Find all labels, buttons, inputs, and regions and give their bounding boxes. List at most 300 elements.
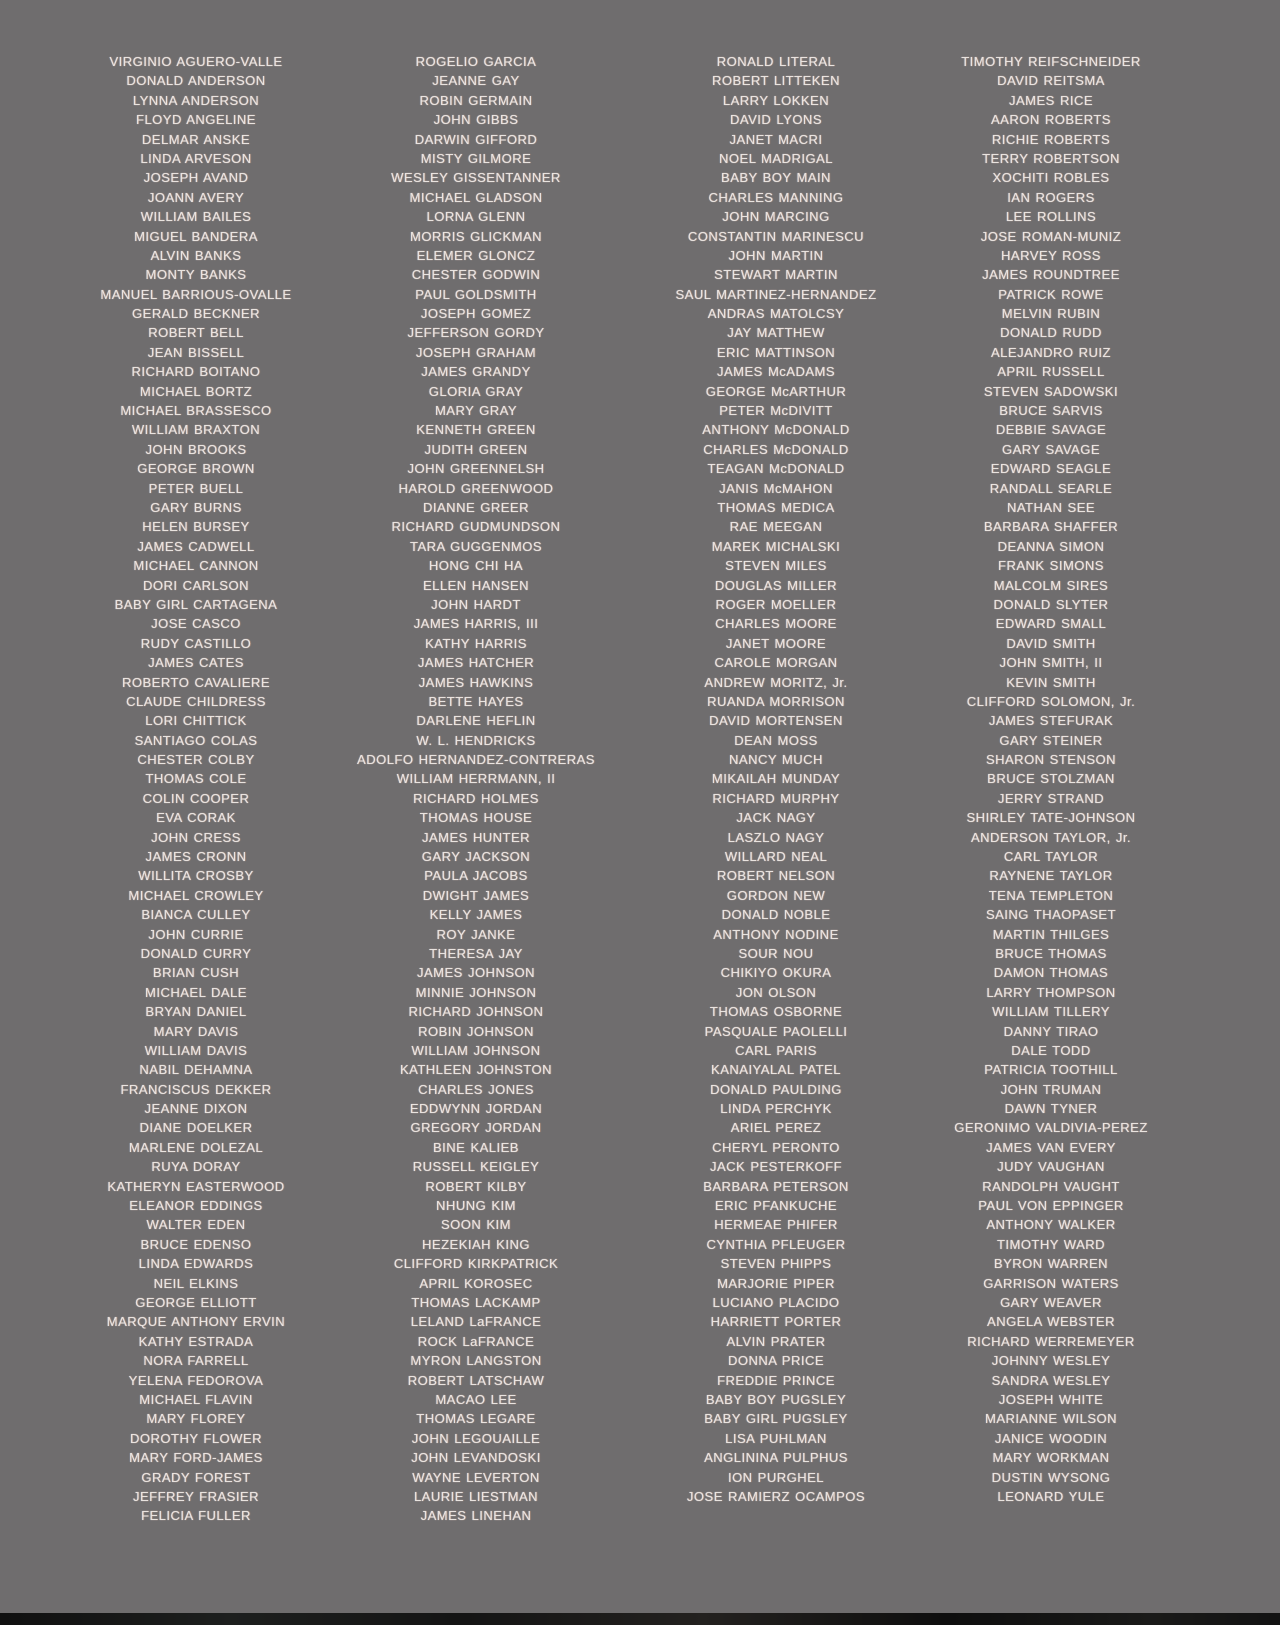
memorial-name: CHARLES McDONALD (703, 441, 849, 457)
memorial-name: MARQUE ANTHONY ERVIN (106, 1314, 286, 1330)
memorial-name: DELMAR ANSKE (141, 131, 251, 147)
memorial-name: DONALD SLYTER (993, 596, 1109, 612)
memorial-name: LUCIANO PLACIDO (712, 1295, 840, 1310)
memorial-name: BIANCA CULLEY (141, 907, 251, 923)
memorial-name: ANDRAS MATOLCSY (707, 306, 845, 322)
memorial-name: ROBERT KILBY (425, 1178, 527, 1194)
memorial-name: HEZEKIAH KING (422, 1236, 530, 1252)
memorial-name: ROY JANKE (436, 926, 516, 942)
memorial-name: MANUEL BARRIOUS-OVALLE (100, 286, 292, 302)
memorial-name: GEORGE McARTHUR (705, 383, 847, 399)
memorial-name: JAMES VAN EVERY (986, 1139, 1116, 1155)
memorial-name: XOCHITI ROBLES (992, 170, 1110, 186)
memorial-name: BRUCE EDENSO (140, 1236, 252, 1252)
memorial-name: BABY GIRL CARTAGENA (114, 596, 278, 612)
memorial-name: LASZLO NAGY (727, 829, 825, 845)
memorial-name: JOHN TRUMAN (1000, 1081, 1102, 1097)
memorial-name: KELLY JAMES (429, 907, 523, 923)
memorial-name: DIANNE GREER (423, 499, 529, 515)
memorial-name: HAROLD GREENWOOD (398, 480, 554, 496)
memorial-name: PASQUALE PAOLELLI (704, 1023, 848, 1039)
memorial-name: JOHN CRESS (151, 829, 241, 845)
memorial-name: ELEMER GLONCZ (416, 247, 536, 263)
memorial-name: JANET MACRI (729, 131, 823, 147)
memorial-name: GARY WEAVER (1000, 1295, 1102, 1310)
memorial-name: RICHARD BOITANO (131, 364, 261, 380)
memorial-name: EDWARD SEAGLE (990, 461, 1112, 477)
memorial-name: GREGORY JORDAN (410, 1120, 542, 1136)
memorial-name: BETTE HAYES (428, 693, 524, 709)
memorial-name: EVA CORAK (156, 810, 236, 826)
memorial-name: JUDY VAUGHAN (997, 1159, 1105, 1175)
name-column-1 (62, 52, 330, 1526)
memorial-name: HERMEAE PHIFER (714, 1217, 838, 1233)
memorial-name: JAMES CRONN (145, 849, 247, 865)
memorial-name: LEONARD YULE (997, 1488, 1105, 1504)
memorial-name: JAMES HARRIS, III (413, 616, 539, 632)
memorial-name: ANTHONY WALKER (986, 1217, 1116, 1233)
memorial-name: AARON ROBERTS (991, 112, 1111, 128)
memorial-name: ERIC MATTINSON (716, 344, 836, 360)
memorial-name: DAMON THOMAS (993, 965, 1109, 981)
memorial-name: CHERYL PERONTO (712, 1139, 840, 1155)
memorial-name: TEAGAN McDONALD (707, 461, 845, 477)
memorial-name: STEVEN SADOWSKI (983, 383, 1119, 399)
memorial-name: ALEJANDRO RUIZ (991, 344, 1111, 360)
memorial-name: DONNA PRICE (727, 1353, 825, 1369)
memorial-name: ELLEN HANSEN (423, 577, 529, 593)
memorial-name: JERRY STRAND (997, 790, 1105, 806)
memorial-name: LINDA PERCHYK (720, 1101, 832, 1117)
memorial-name: DAVID REITSMA (997, 73, 1105, 89)
memorial-name: JOSEPH GRAHAM (415, 344, 537, 360)
memorial-name: MARJORIE PIPER (717, 1275, 835, 1291)
memorial-name: GORDON NEW (726, 887, 826, 903)
memorial-name: W. L. HENDRICKS (416, 732, 536, 748)
memorial-name: LELAND LaFRANCE (410, 1314, 542, 1330)
memorial-name: SAUL MARTINEZ-HERNANDEZ (675, 286, 877, 302)
memorial-name: DEANNA SIMON (997, 538, 1105, 554)
memorial-name: DOROTHY FLOWER (130, 1430, 262, 1446)
memorial-name: LAURIE LIESTMAN (413, 1488, 539, 1504)
memorial-name: ADOLFO HERNANDEZ-CONTRERAS (357, 752, 595, 768)
memorial-name: JOHN MARTIN (728, 247, 824, 263)
memorial-name: RONALD LITERAL (716, 54, 836, 69)
memorial-name: MINNIE JOHNSON (415, 984, 537, 1000)
memorial-name: ROGER MOELLER (715, 596, 837, 612)
memorial-name: BRUCE THOMAS (995, 945, 1107, 961)
memorial-name: KEVIN SMITH (1006, 674, 1096, 690)
memorial-name: WILLIAM DAVIS (144, 1042, 248, 1058)
memorial-name: RAYNENE TAYLOR (989, 868, 1113, 884)
memorial-name: ERIC PFANKUCHE (714, 1198, 838, 1214)
memorial-name: CLIFFORD KIRKPATRICK (393, 1256, 559, 1272)
memorial-name: DEAN MOSS (734, 732, 818, 748)
memorial-name: DAWN TYNER (1004, 1101, 1098, 1117)
memorial-name: RUANDA MORRISON (707, 693, 845, 709)
memorial-name: MYRON LANGSTON (410, 1353, 542, 1369)
memorial-name: JAMES CATES (148, 655, 244, 671)
memorial-name: ROBERT LATSCHAW (407, 1372, 545, 1388)
memorial-name: ROGELIO GARCIA (415, 54, 537, 69)
memorial-name: YELENA FEDOROVA (128, 1372, 264, 1388)
memorial-name: APRIL KOROSEC (419, 1275, 533, 1291)
memorial-name: VIRGINIO AGUERO-VALLE (109, 54, 283, 69)
memorial-name: JOSEPH GOMEZ (420, 306, 532, 322)
memorial-name: NORA FARRELL (143, 1353, 249, 1369)
memorial-name: KATHERYN EASTERWOOD (107, 1178, 285, 1194)
memorial-name: DONALD ANDERSON (126, 73, 266, 89)
memorial-name: MACAO LEE (435, 1391, 517, 1407)
memorial-name: MARY FLOREY (146, 1411, 246, 1427)
memorial-name: NANCY MUCH (729, 752, 823, 768)
memorial-name: ROCK LaFRANCE (417, 1333, 535, 1349)
memorial-name: CAROLE MORGAN (714, 655, 838, 671)
memorial-name: JAMES JOHNSON (416, 965, 535, 981)
memorial-name: ANTHONY NODINE (713, 926, 839, 942)
memorial-name: RICHARD WERREMEYER (967, 1333, 1135, 1349)
memorial-name: DOUGLAS MILLER (714, 577, 838, 593)
memorial-name: GARY JACKSON (421, 849, 531, 865)
memorial-name: MARY WORKMAN (992, 1450, 1110, 1466)
memorial-name: THOMAS COLE (145, 771, 247, 787)
memorial-name: MICHAEL BORTZ (139, 383, 253, 399)
memorial-name: RICHIE ROBERTS (991, 131, 1111, 147)
memorial-name: TIMOTHY WARD (996, 1236, 1106, 1252)
name-column-4 (930, 52, 1172, 1526)
memorial-name: CARL TAYLOR (1003, 849, 1099, 865)
memorial-name: ALVIN PRATER (726, 1333, 826, 1349)
memorial-name: THOMAS OSBORNE (709, 1004, 843, 1020)
memorial-name: DONALD CURRY (140, 945, 252, 961)
memorial-name: RUYA DORAY (151, 1159, 241, 1175)
memorial-name: SOON KIM (440, 1217, 511, 1233)
memorial-name: BARBARA PETERSON (703, 1178, 849, 1194)
memorial-name: JAMES McADAMS (716, 364, 835, 380)
memorial-name: GLORIA GRAY (428, 383, 524, 399)
memorial-name: JACK PESTERKOFF (709, 1159, 843, 1175)
memorial-name: CYNTHIA PFLEUGER (706, 1236, 846, 1252)
memorial-name: BINE KALIEB (433, 1139, 519, 1155)
memorial-name: STEWART MARTIN (714, 267, 838, 283)
memorial-name: WILLARD NEAL (724, 849, 828, 865)
memorial-name: RANDOLPH VAUGHT (982, 1178, 1120, 1194)
memorial-name: GARY STEINER (999, 732, 1103, 748)
memorial-name: JEAN BISSELL (147, 344, 245, 360)
memorial-name: LARRY LOKKEN (722, 92, 830, 108)
memorial-name: ROBERTO CAVALIERE (122, 674, 270, 690)
memorial-name: ROBERT LITTEKEN (712, 73, 840, 89)
memorial-name: ANDREW MORITZ, Jr. (704, 674, 848, 690)
memorial-name: TIMOTHY REIFSCHNEIDER (961, 54, 1141, 69)
memorial-name: MICHAEL CANNON (133, 558, 259, 574)
memorial-name: ROBERT NELSON (716, 868, 836, 884)
memorial-name: DEBBIE SAVAGE (995, 422, 1107, 438)
memorial-name: JAMES RICE (1008, 92, 1093, 108)
memorial-name: ANTHONY McDONALD (702, 422, 850, 438)
memorial-name: ROBIN GERMAIN (419, 92, 533, 108)
memorial-name: JOHN LEVANDOSKI (411, 1450, 541, 1466)
memorial-name: JEANNE GAY (432, 73, 520, 89)
memorial-name: DONALD PAULDING (710, 1081, 842, 1097)
memorial-name: SANDRA WESLEY (991, 1372, 1111, 1388)
memorial-name: MISTY GILMORE (420, 150, 532, 166)
memorial-name: MARY GRAY (434, 403, 518, 419)
memorial-name: RANDALL SEARLE (989, 480, 1113, 496)
name-column-3 (622, 52, 930, 1526)
memorial-name: CARL PARIS (735, 1042, 817, 1058)
memorial-name: JAMES HAWKINS (418, 674, 534, 690)
memorial-name: NEIL ELKINS (153, 1275, 239, 1291)
memorial-name: WILLIAM BAILES (140, 209, 252, 225)
memorial-name: MARY FORD-JAMES (129, 1450, 263, 1466)
memorial-name: RICHARD MURPHY (712, 790, 840, 806)
memorial-name: EDWARD SMALL (995, 616, 1107, 632)
memorial-name: JAMES STEFURAK (988, 713, 1114, 729)
memorial-name: SANTIAGO COLAS (134, 732, 258, 748)
memorial-name: BABY GIRL PUGSLEY (704, 1411, 848, 1427)
memorial-name: PAULA JACOBS (424, 868, 528, 884)
memorial-name: CHARLES MOORE (715, 616, 837, 632)
memorial-name: RICHARD JOHNSON (408, 1004, 544, 1020)
memorial-name: BABY BOY MAIN (721, 170, 831, 186)
memorial-name: DALE TODD (1011, 1042, 1091, 1058)
memorial-name: MELVIN RUBIN (1001, 306, 1101, 322)
memorial-name: TENA TEMPLETON (988, 887, 1114, 903)
memorial-name: RICHARD GUDMUNDSON (391, 519, 561, 535)
memorial-name: WILLIAM JOHNSON (411, 1042, 541, 1058)
memorial-name: MICHAEL CROWLEY (128, 887, 264, 903)
memorial-name: GERALD BECKNER (132, 306, 260, 322)
memorial-name: JANICE WOODIN (994, 1430, 1108, 1446)
memorial-name: KENNETH GREEN (416, 422, 536, 438)
memorial-name: FRANK SIMONS (998, 558, 1104, 574)
memorial-name: HARVEY ROSS (1001, 247, 1101, 263)
memorial-name: THOMAS LACKAMP (411, 1295, 541, 1310)
memorial-name: JOHN SMITH, II (999, 655, 1103, 671)
memorial-name: HARRIETT PORTER (710, 1314, 842, 1330)
memorial-name: STEVEN MILES (725, 558, 827, 574)
memorial-name: LEE ROLLINS (1005, 209, 1097, 225)
memorial-name: LINDA ARVESON (140, 150, 252, 166)
memorial-name: KANAIYALAL PATEL (711, 1062, 841, 1078)
memorial-name: MARTIN THILGES (992, 926, 1110, 942)
memorial-name: BRUCE SARVIS (999, 403, 1103, 419)
memorial-name: COLIN COOPER (142, 790, 250, 806)
memorial-name: KATHY ESTRADA (138, 1333, 254, 1349)
memorial-name: JAMES ROUNDTREE (982, 267, 1120, 283)
memorial-name: LINDA EDWARDS (138, 1256, 254, 1272)
memorial-name: JANIS McMAHON (719, 480, 833, 496)
memorial-name: PAUL VON EPPINGER (978, 1198, 1124, 1214)
memorial-name: KATHLEEN JOHNSTON (399, 1062, 553, 1078)
memorial-name: GERONIMO VALDIVIA-PEREZ (954, 1120, 1148, 1136)
memorial-name: WALTER EDEN (146, 1217, 246, 1233)
memorial-name: THOMAS HOUSE (419, 810, 533, 826)
memorial-name: LORI CHITTICK (145, 713, 247, 729)
memorial-name: DAVID SMITH (1006, 635, 1096, 651)
memorial-name: JOHN CURRIE (148, 926, 244, 942)
memorial-name: JACK NAGY (736, 810, 816, 826)
memorial-name: BRUCE STOLZMAN (987, 771, 1115, 787)
memorial-name: FRANCISCUS DEKKER (120, 1081, 272, 1097)
memorial-name: JOHNNY WESLEY (991, 1353, 1111, 1369)
memorial-name: ARIEL PEREZ (730, 1120, 822, 1136)
memorial-name: JOHN LEGOUAILLE (411, 1430, 541, 1446)
memorial-name: SHIRLEY TATE-JOHNSON (966, 810, 1136, 826)
memorial-name: JOANN AVERY (147, 189, 245, 205)
memorial-name: JOHN BROOKS (145, 441, 247, 457)
memorial-name: BARBARA SHAFFER (983, 519, 1119, 535)
memorial-name: JAMES CADWELL (137, 538, 255, 554)
memorial-name: MALCOLM SIRES (993, 577, 1109, 593)
memorial-name: JEFFREY FRASIER (132, 1488, 259, 1504)
memorial-name: APRIL RUSSELL (997, 364, 1105, 380)
memorial-name: SOUR NOU (738, 945, 814, 961)
memorial-name: LYNNA ANDERSON (132, 92, 260, 108)
memorial-name: WILLITA CROSBY (138, 868, 254, 884)
memorial-name: JOSE RAMIERZ OCAMPOS (686, 1488, 866, 1504)
memorial-name: JEFFERSON GORDY (407, 325, 545, 341)
memorial-name: WAYNE LEVERTON (412, 1469, 540, 1485)
memorial-name: LORNA GLENN (426, 209, 526, 225)
memorial-name: DAVID LYONS (730, 112, 822, 128)
memorial-name: JAMES LINEHAN (420, 1508, 532, 1524)
memorial-name: RUSSELL KEIGLEY (412, 1159, 540, 1175)
memorial-name: FLOYD ANGELINE (136, 112, 256, 128)
memorial-name: CLIFFORD SOLOMON, Jr. (966, 693, 1136, 709)
memorial-name: HONG CHI HA (428, 558, 524, 574)
memorial-name: PATRICIA TOOTHILL (984, 1062, 1118, 1078)
memorial-name: MORRIS GLICKMAN (409, 228, 542, 244)
memorial-name: CHIKIYO OKURA (720, 965, 832, 981)
memorial-name: KATHY HARRIS (425, 635, 527, 651)
memorial-name: GARRISON WATERS (983, 1275, 1119, 1291)
memorial-name: DONALD NOBLE (721, 907, 831, 923)
memorial-name: SHARON STENSON (985, 752, 1117, 768)
memorial-name: CHESTER GODWIN (411, 267, 541, 283)
memorial-name: JOHN GREENNELSH (407, 461, 545, 477)
memorial-name: CONSTANTIN MARINESCU (687, 228, 865, 244)
memorial-name: JOSEPH WHITE (998, 1391, 1104, 1407)
memorial-name: MARY DAVIS (153, 1023, 239, 1039)
memorial-name: ANGELA WEBSTER (987, 1314, 1115, 1330)
memorial-name: ION PURGHEL (727, 1469, 825, 1485)
memorial-name: CLAUDE CHILDRESS (126, 693, 266, 709)
memorial-name: NHUNG KIM (436, 1198, 516, 1214)
memorial-name: BABY BOY PUGSLEY (705, 1391, 847, 1407)
memorial-name: JOSE CASCO (151, 616, 241, 632)
memorial-name: DAVID MORTENSEN (709, 713, 843, 729)
memorial-name: JOSEPH AVAND (143, 170, 249, 186)
memorial-name: BRYAN DANIEL (145, 1004, 247, 1020)
bottom-video-strip (0, 1613, 1280, 1625)
memorial-name: PATRICK ROWE (998, 286, 1104, 302)
memorial-name: FELICIA FULLER (141, 1508, 251, 1524)
memorial-name: PETER BUELL (148, 480, 244, 496)
memorial-name: JANET MOORE (725, 635, 827, 651)
memorial-name: EDDWYNN JORDAN (409, 1101, 543, 1117)
memorial-name: MICHAEL GLADSON (409, 189, 543, 205)
memorial-name: ROBIN JOHNSON (418, 1023, 534, 1039)
memorial-name: JOHN GIBBS (433, 112, 519, 128)
memorial-name: WILLIAM HERRMANN, II (396, 771, 556, 787)
memorial-name: ANDERSON TAYLOR, Jr. (970, 829, 1132, 845)
memorial-name: NATHAN SEE (1006, 499, 1096, 515)
memorial-name: TARA GUGGENMOS (410, 538, 542, 554)
memorial-name: ELEANOR EDDINGS (129, 1198, 263, 1214)
memorial-name: MICHAEL FLAVIN (139, 1391, 253, 1407)
memorial-name: SAING THAOPASET (985, 907, 1117, 923)
memorial-name: MARLENE DOLEZAL (128, 1139, 264, 1155)
memorial-name: JOSE ROMAN-MUNIZ (980, 228, 1122, 244)
memorial-name: NABIL DEHAMNA (139, 1062, 253, 1078)
memorial-name: NOEL MADRIGAL (719, 150, 833, 166)
memorial-name: ALVIN BANKS (150, 247, 242, 263)
memorial-name: MICHAEL BRASSESCO (120, 403, 272, 419)
memorial-name: GARY SAVAGE (1001, 441, 1101, 457)
memorial-name: GRADY FOREST (141, 1469, 251, 1485)
memorial-name: TERRY ROBERTSON (982, 150, 1120, 166)
memorial-name: LISA PUHLMAN (725, 1430, 827, 1446)
memorial-name: STEVEN PHIPPS (720, 1256, 832, 1272)
memorial-name: DUSTIN WYSONG (991, 1469, 1111, 1485)
memorial-name: RICHARD HOLMES (413, 790, 539, 806)
memorial-name: JOHN HARDT (431, 596, 521, 612)
memorial-name: CHARLES JONES (418, 1081, 534, 1097)
memorial-name: THOMAS LEGARE (416, 1411, 536, 1427)
memorial-name: BRIAN CUSH (152, 965, 240, 981)
memorial-name: JON OLSON (735, 984, 817, 1000)
memorial-name: ROBERT BELL (148, 325, 244, 341)
memorial-name: MIKAILAH MUNDAY (711, 771, 841, 787)
memorial-name: THOMAS MEDICA (717, 499, 835, 515)
memorial-name: JAMES GRANDY (421, 364, 531, 380)
memorial-name: GEORGE ELLIOTT (135, 1295, 257, 1310)
memorial-name: DONALD RUDD (1000, 325, 1102, 341)
memorial-name: RAE MEEGAN (729, 519, 823, 535)
memorial-name: FREDDIE PRINCE (717, 1372, 835, 1388)
memorial-name: CHESTER COLBY (137, 752, 255, 768)
memorial-name: DARLENE HEFLIN (416, 713, 536, 729)
memorial-name: DIANE DOELKER (139, 1120, 253, 1136)
memorial-name: WESLEY GISSENTANNER (391, 170, 561, 186)
memorial-name: GEORGE BROWN (137, 461, 255, 477)
memorial-name: MONTY BANKS (145, 267, 247, 283)
memorial-name: HELEN BURSEY (142, 519, 250, 535)
memorial-name: WILLIAM TILLERY (992, 1004, 1110, 1020)
memorial-name: IAN ROGERS (1007, 189, 1095, 205)
memorial-name: JAMES HUNTER (421, 829, 531, 845)
memorial-name: MAREK MICHALSKI (711, 538, 841, 554)
memorial-name: THERESA JAY (429, 945, 523, 961)
memorial-name: DANNY TIRAO (1003, 1023, 1099, 1039)
memorial-name: JOHN MARCING (722, 209, 830, 225)
memorial-name: MARIANNE WILSON (984, 1411, 1117, 1427)
memorial-name: BYRON WARREN (993, 1256, 1109, 1272)
memorial-name: JEANNE DIXON (144, 1101, 248, 1117)
memorial-name: JAY MATTHEW (727, 325, 825, 341)
memorial-name: DARWIN GIFFORD (414, 131, 538, 147)
memorial-name: JUDITH GREEN (424, 441, 528, 457)
memorial-name: LARRY THOMPSON (986, 984, 1116, 1000)
memorial-name: PETER McDIVITT (719, 403, 833, 419)
memorial-name: ANGLININA PULPHUS (704, 1450, 848, 1466)
memorial-name: RUDY CASTILLO (140, 635, 252, 651)
name-column-2 (330, 52, 622, 1526)
memorial-name: WILLIAM BRAXTON (131, 422, 261, 438)
memorial-name: GARY BURNS (150, 499, 242, 515)
